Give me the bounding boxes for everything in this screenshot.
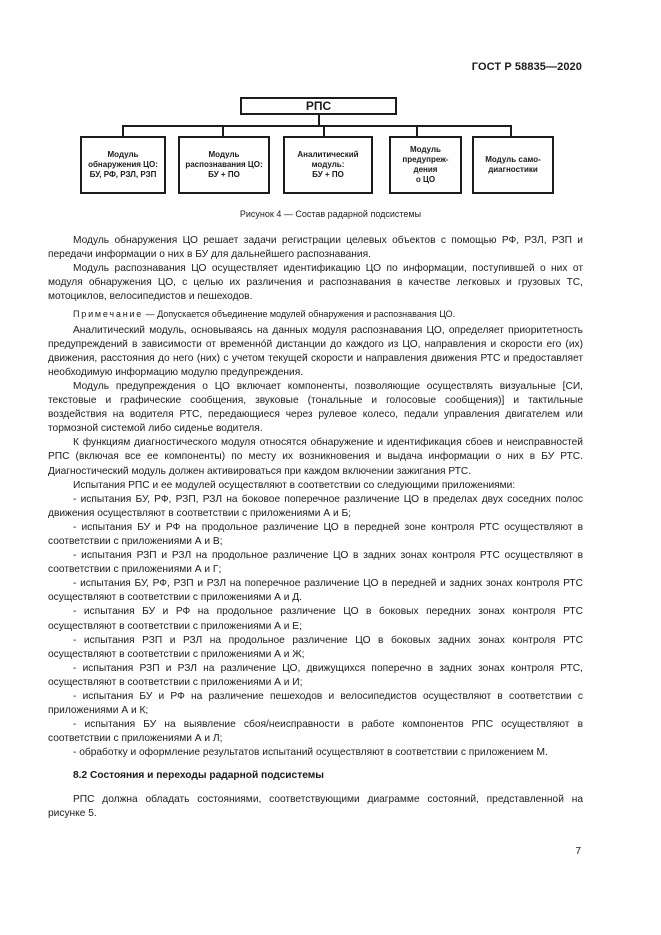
note <box>48 307 583 321</box>
connector-drop-1 <box>122 125 124 136</box>
paragraph-analytics: Аналитический модуль, основываясь на данных модуля распознавания ЦО, определяет приоритетность предупреждений в зависимости от временно́й дистанции до каждого из ЦО, направления и скорости его (их) движения, расстояния до него (них) с учетом текущей скорости и направления движения РТС и предоставляет необходимую информацию модулю предупреждения. <box>48 324 583 378</box>
module-label-recognition: Модуль распознавания ЦО: БУ + ПО <box>185 150 263 179</box>
connector-drop-5 <box>510 125 512 136</box>
module-box-detection <box>80 136 166 194</box>
connector-horizontal-bus <box>122 125 512 127</box>
module-label-analytics: Аналитический модуль: БУ + ПО <box>297 150 359 179</box>
connector-drop-4 <box>416 125 418 136</box>
list-item: - испытания РЗП и РЗЛ на различение ЦО, движущихся поперечно в задних зонах контроля РТС, осуществляют в соответствии с приложениями А и И; <box>48 662 583 688</box>
paragraph-detection: Модуль обнаружения ЦО решает задачи регистрации целевых объектов с помощью РФ, РЗЛ, РЗП и передачи информации о них в БУ для дальнейшего распознавания. <box>48 235 583 261</box>
module-label-detection: Модуль обнаружения ЦО: БУ, РФ, РЗЛ, РЗП <box>88 150 158 179</box>
module-label-warning: Модуль предупреж- дения о ЦО <box>402 145 449 184</box>
module-box-recognition <box>178 136 270 194</box>
module-box-analytics <box>283 136 373 194</box>
note-text: — Допускается объединение модулей обнаружения и распознавания ЦО. <box>143 309 456 320</box>
composition-diagram <box>0 0 661 230</box>
list-item: - обработку и оформление результатов испытаний осуществляют в соответствии с приложением М. <box>73 747 548 759</box>
list-item: - испытания БУ и РФ на продольное различение ЦО в передней зоне контроля РТС осуществляют в соответствии с приложениями А и В; <box>48 521 583 547</box>
list-item: - испытания РЗП и РЗЛ на продольное различение ЦО в боковых задних зонах контроля РТС осуществляют в соответствии с приложениями А и Ж; <box>48 634 583 660</box>
diagram-root-box <box>240 97 397 115</box>
note-label: Примечание <box>73 309 144 320</box>
paragraph-recognition: Модуль распознавания ЦО осуществляет идентификацию ЦО по информации, поступившей о них от модуля обнаружения ЦО, с целью их различения и распознавания в качестве легковых и грузовых ТС, мотоциклов, велосипедистов и пешеходов. <box>48 263 583 303</box>
paragraph-tests-intro: Испытания РПС и ее модулей осуществляют в соответствии со следующими приложениями: <box>73 479 516 491</box>
diagram-root-label: РПС <box>305 99 332 113</box>
list-item: - испытания БУ, РФ, РЗП и РЗЛ на поперечное различение ЦО в передней и задних зонах контроля РТС осуществляют в соответствии с приложениями А и Д. <box>48 578 583 604</box>
connector-drop-2 <box>222 125 224 136</box>
module-label-selfdiag: Модуль само- диагностики <box>485 155 541 174</box>
list-item: - испытания РЗП и РЗЛ на продольное различение ЦО в задних зонах контроля РТС осуществляют в соответствии с приложениями А и Г; <box>48 550 583 576</box>
module-box-warning <box>389 136 462 194</box>
page-number: 7 <box>575 846 581 857</box>
figure-caption: Рисунок 4 — Состав радарной подсистемы <box>239 209 422 219</box>
section-heading: 8.2 Состояния и переходы радарной подсистемы <box>73 770 324 782</box>
body-text <box>48 234 583 821</box>
paragraph-diagnostics: К функциям диагностического модуля относятся обнаружение и идентификация сбоев и неисправностей РПС (включая все ее компоненты) по месту их возникновения и выдача информации о них в БУ РТС. Диагностический модуль должен активироваться при каждом включении зажигания РТС. <box>48 437 583 477</box>
module-box-selfdiag <box>472 136 554 194</box>
list-item: - испытания БУ и РФ на различение пешеходов и велосипедистов осуществляют в соответствии с приложениями А и К; <box>48 691 583 717</box>
connector-drop-3 <box>323 125 325 136</box>
list-item: - испытания БУ и РФ на продольное различение ЦО в боковых передних зонах контроля РТС осуществляют в соответствии с приложениями А и Е; <box>48 606 583 632</box>
paragraph-warning: Модуль предупреждения о ЦО включает компоненты, позволяющие осуществлять визуальные [СИ, текстовые и графические сообщения, звуковые (тональные и голосовые сообщения)] и тактильные воздействия на водителя РТС, передающиеся через рулевое колесо, педали управления двигателем или тормозной системой либо сиденье водителя. <box>48 380 583 435</box>
list-item: - испытания БУ, РФ, РЗП, РЗЛ на боковое поперечное различение ЦО в пределах двух соседних полос движения осуществляют в соответствии с приложениями А и Б; <box>48 493 583 519</box>
paragraph-states: РПС должна обладать состояниями, соответствующими диаграмме состояний, представленной на рисунке 5. <box>48 793 583 819</box>
list-item: - испытания БУ на выявление сбоя/неисправности в работе компонентов РПС осуществляют в соответствии с приложениями А и Л; <box>48 719 583 745</box>
document-code: ГОСТ Р 58835—2020 <box>471 61 582 73</box>
